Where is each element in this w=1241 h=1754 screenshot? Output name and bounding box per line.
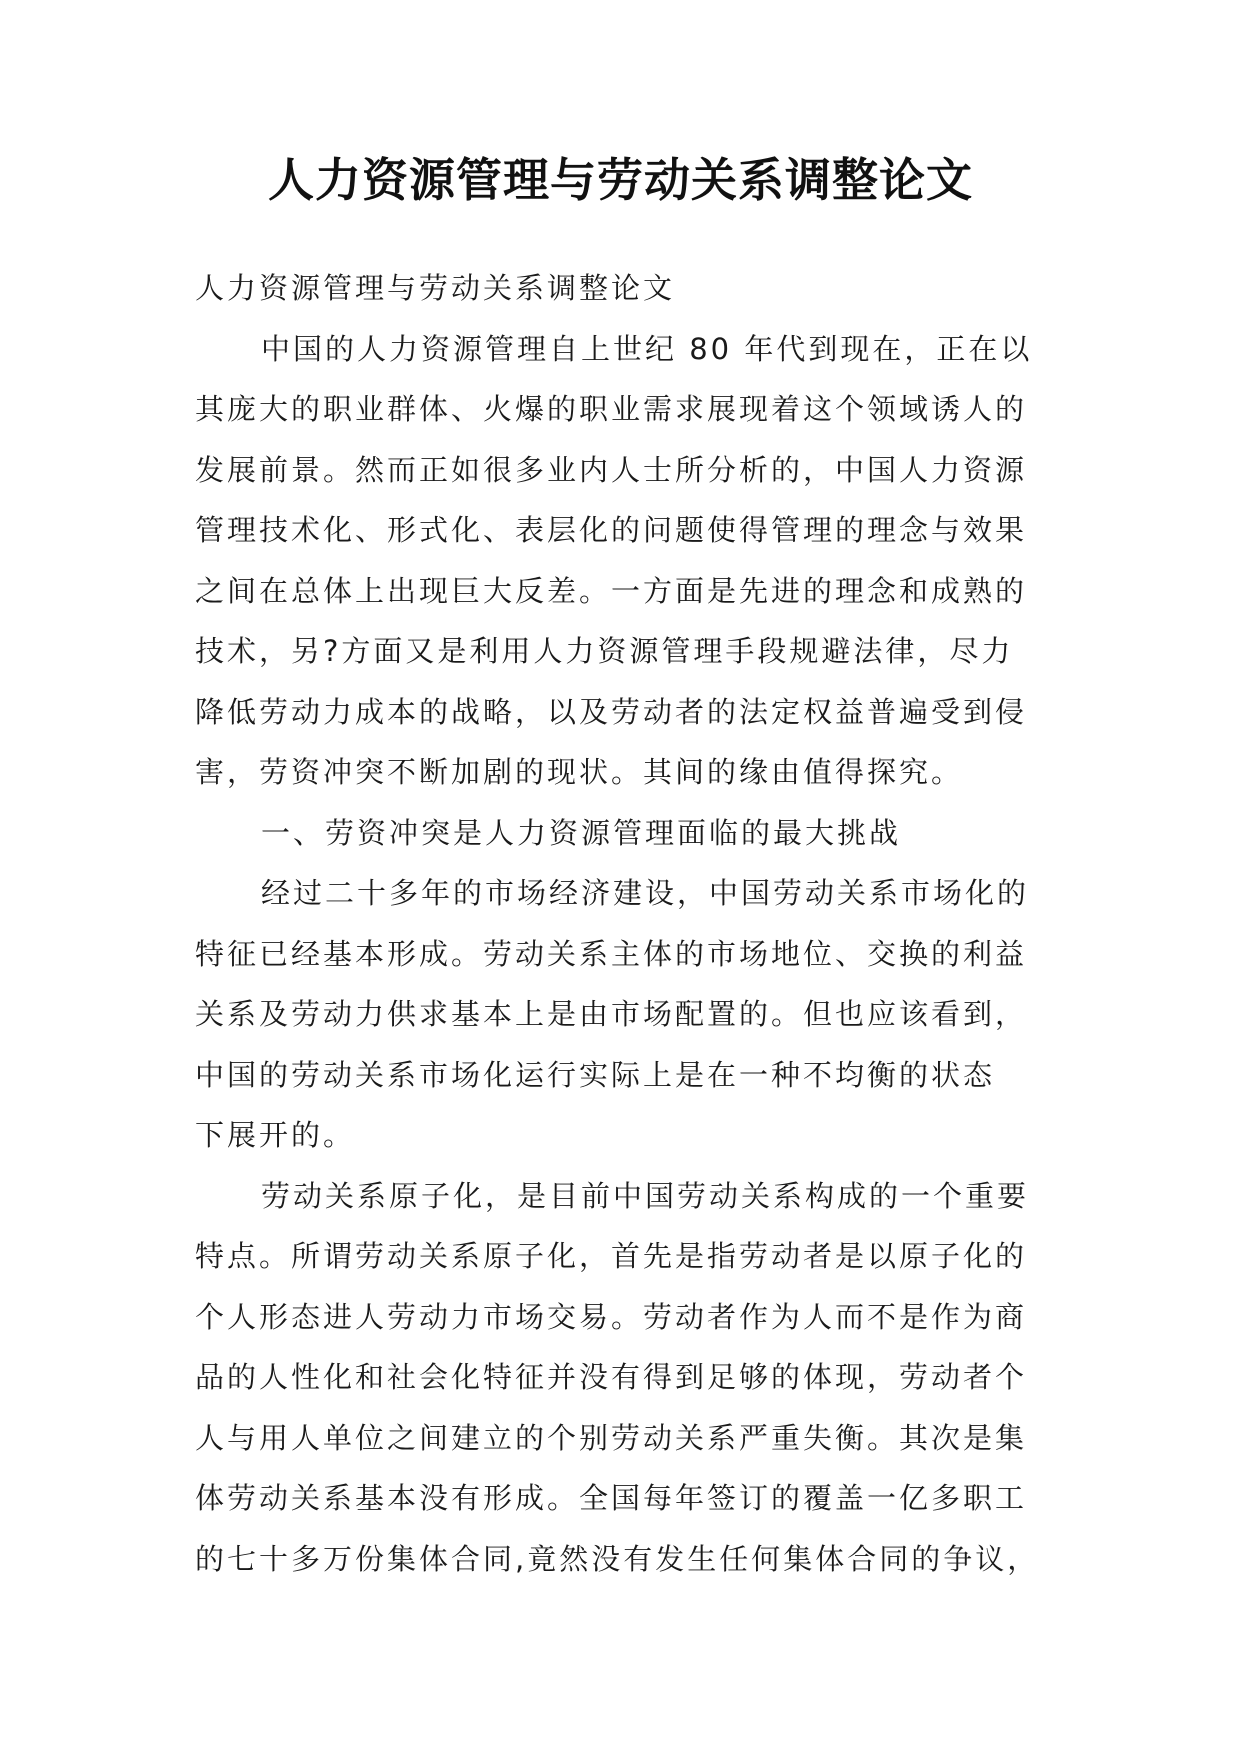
text-line: 发展前景。然而正如很多业内人士所分析的，中国人力资源 — [195, 452, 1028, 487]
text-line: 管理技术化、形式化、表层化的问题使得管理的理念与效果 — [195, 513, 1028, 547]
text-line: 人与用人单位之间建立的个别劳动关系严重失衡。其次是集 — [195, 1420, 1028, 1455]
text-line: 特点。所谓劳动关系原子化，首先是指劳动者是以原子化的 — [195, 1239, 1028, 1273]
text-line: 其庞大的职业群体、火爆的职业需求展现着这个领域诱人的 — [195, 392, 1028, 426]
text-line: 之间在总体上出现巨大反差。一方面是先进的理念和成熟的 — [195, 573, 1028, 608]
text-line: 降低劳动力成本的战略，以及劳动者的法定权益普遍受到侵 — [195, 694, 1028, 729]
text-line: 的七十多万份集体合同,竟然没有发生任何集体合同的争议， — [195, 1541, 1040, 1576]
document-title: 人力资源管理与劳动关系调整论文 — [268, 153, 973, 207]
text-line: 害，劳资冲突不断加剧的现状。其间的缘由值得探究。 — [195, 755, 964, 789]
text-line: 一、劳资冲突是人力资源管理面临的最大挑战 — [261, 815, 902, 850]
text-line: 特征已经基本形成。劳动关系主体的市场地位、交换的利益 — [195, 936, 1028, 971]
text-line: 体劳动关系基本没有形成。全国每年签订的覆盖一亿多职工 — [195, 1481, 1028, 1515]
text-line: 经过二十多年的市场经济建设，中国劳动关系市场化的 — [261, 876, 1030, 910]
text-line: 品的人性化和社会化特征并没有得到足够的体现，劳动者个 — [195, 1360, 1028, 1394]
text-line: 技术，另?方面又是利用人力资源管理手段规避法律，尽力 — [195, 634, 1014, 668]
text-line: 下展开的。 — [195, 1118, 356, 1152]
document-body — [195, 258, 1055, 1589]
text-line: 中国的劳动关系市场化运行实际上是在一种不均衡的状态 — [195, 1057, 996, 1092]
text-line: 关系及劳动力供求基本上是由市场配置的。但也应该看到， — [195, 997, 1028, 1031]
text-line: 人力资源管理与劳动关系调整论文 — [195, 271, 676, 305]
text-line: 个人形态进人劳动力市场交易。劳动者作为人而不是作为商 — [195, 1299, 1028, 1334]
text-line: 中国的人力资源管理自上世纪 80 年代到现在，正在以 — [261, 331, 1033, 366]
text-line: 劳动关系原子化，是目前中国劳动关系构成的一个重要 — [261, 1178, 1030, 1213]
